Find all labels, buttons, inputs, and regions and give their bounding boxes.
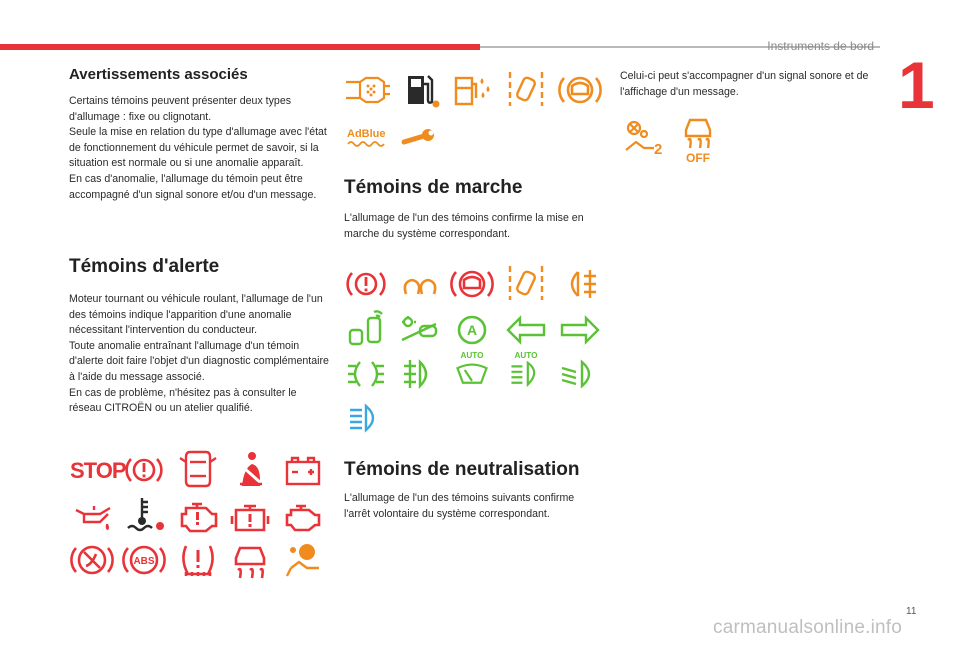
engine-fault-red-icon-3 — [281, 496, 325, 536]
auto-headlamps-icon — [504, 350, 548, 390]
page-number: 11 — [906, 606, 917, 617]
door-open-icon — [176, 448, 220, 488]
fuel-water-icon — [450, 70, 494, 110]
cruise-control-icon — [398, 308, 442, 348]
airbag-icon — [281, 540, 325, 580]
neutralisation-text: L'allumage de l'un des témoins suivants confirme l'arrêt volontaire du système correspondant. — [344, 492, 575, 520]
dipped-beam-icon — [558, 354, 602, 394]
brake-warning-icon — [122, 450, 166, 490]
left-indicator-icon — [504, 310, 548, 350]
fuel-low-icon — [398, 70, 442, 110]
airbag-number: 2 — [654, 141, 663, 158]
marche-heading: Témoins de marche — [344, 177, 523, 198]
svg-text:A: A — [466, 322, 478, 338]
engine-fault-red-icon — [176, 496, 220, 536]
esp-off-icon — [676, 116, 720, 164]
passenger-airbag-off-icon — [622, 118, 666, 158]
neutralisation-heading: Témoins de neutralisation — [344, 459, 580, 480]
avertissements-heading: Avertissements associés — [69, 66, 248, 83]
avertissements-text: Certains témoins peuvent présenter deux types d'allumage : fixe ou clignotant. Seule la mise en relation du type d'allumage avec l'état de fonctionnement du véhicule permet de savoir, si la situation est normale ou si une anomalie apparaît. En cas d'anomalie, l'allumage du témoin peut être accompagné d'un signal sonore et/ou d'un message. — [69, 95, 327, 201]
abs-label: ABS — [133, 556, 155, 567]
auto-headlamps-label: AUTO — [514, 351, 538, 361]
front-fog-icon — [398, 354, 442, 394]
lane-departure-icon — [504, 68, 548, 108]
coolant-temperature-icon — [122, 494, 166, 534]
signal-text: Celui-ci peut s'accompagner d'un signal sonore et de l'affichage d'un message. — [620, 70, 869, 98]
particle-filter-icon — [344, 70, 392, 110]
blind-spot-icon — [344, 308, 388, 348]
rear-fog-icon — [558, 264, 602, 304]
alerte-heading: Témoins d'alerte — [69, 256, 220, 277]
auto-wipe-label: AUTO — [460, 351, 484, 361]
main-beam-icon — [344, 398, 388, 438]
watermark: carmanualsonline.info — [713, 617, 903, 638]
chapter-number: 1 — [898, 48, 935, 122]
preheating-icon — [398, 264, 442, 304]
brake-active-icon — [344, 264, 388, 304]
right-indicator-icon — [558, 310, 602, 350]
parking-brake-icon — [558, 70, 602, 110]
section-title: Instruments de bord — [767, 39, 874, 53]
header-red-bar — [0, 44, 480, 50]
tyre-pressure-icon — [176, 540, 220, 580]
seatbelt-icon — [228, 450, 272, 490]
stop-start-icon — [450, 310, 494, 350]
stop-icon: STOP — [70, 458, 126, 483]
engine-fault-red-icon-2 — [228, 496, 272, 536]
marche-text: L'allumage de l'un des témoins confirme la mise en marche du système correspondant. — [344, 212, 584, 240]
electric-parking-brake-icon — [450, 264, 494, 304]
service-wrench-icon — [398, 118, 442, 158]
adblue-label: AdBlue — [347, 128, 386, 140]
battery-icon — [281, 450, 325, 490]
sidelights-icon — [344, 354, 388, 394]
alerte-text: Moteur tournant ou véhicule roulant, l'allumage de l'un des témoins indique l'apparition d'une anomalie nécessitant l'intervention du conducteur. Toute anomalie entraînant l'allumage d'un témoin d'alerte doit faire l'objet d'un diagnostic complémentaire à l'aide du message associé. En cas de problème, n'hésitez pas à consulter le réseau CITROËN ou un atelier qualifié. — [69, 293, 329, 415]
oil-pressure-icon — [70, 496, 114, 536]
brake-pad-icon — [70, 540, 114, 580]
off-label: OFF — [686, 151, 710, 165]
skid-control-icon — [228, 540, 272, 580]
abs-icon — [122, 540, 166, 580]
auto-wipe-icon — [450, 350, 494, 390]
adblue-icon — [347, 128, 387, 148]
lane-assist-icon — [504, 262, 548, 302]
